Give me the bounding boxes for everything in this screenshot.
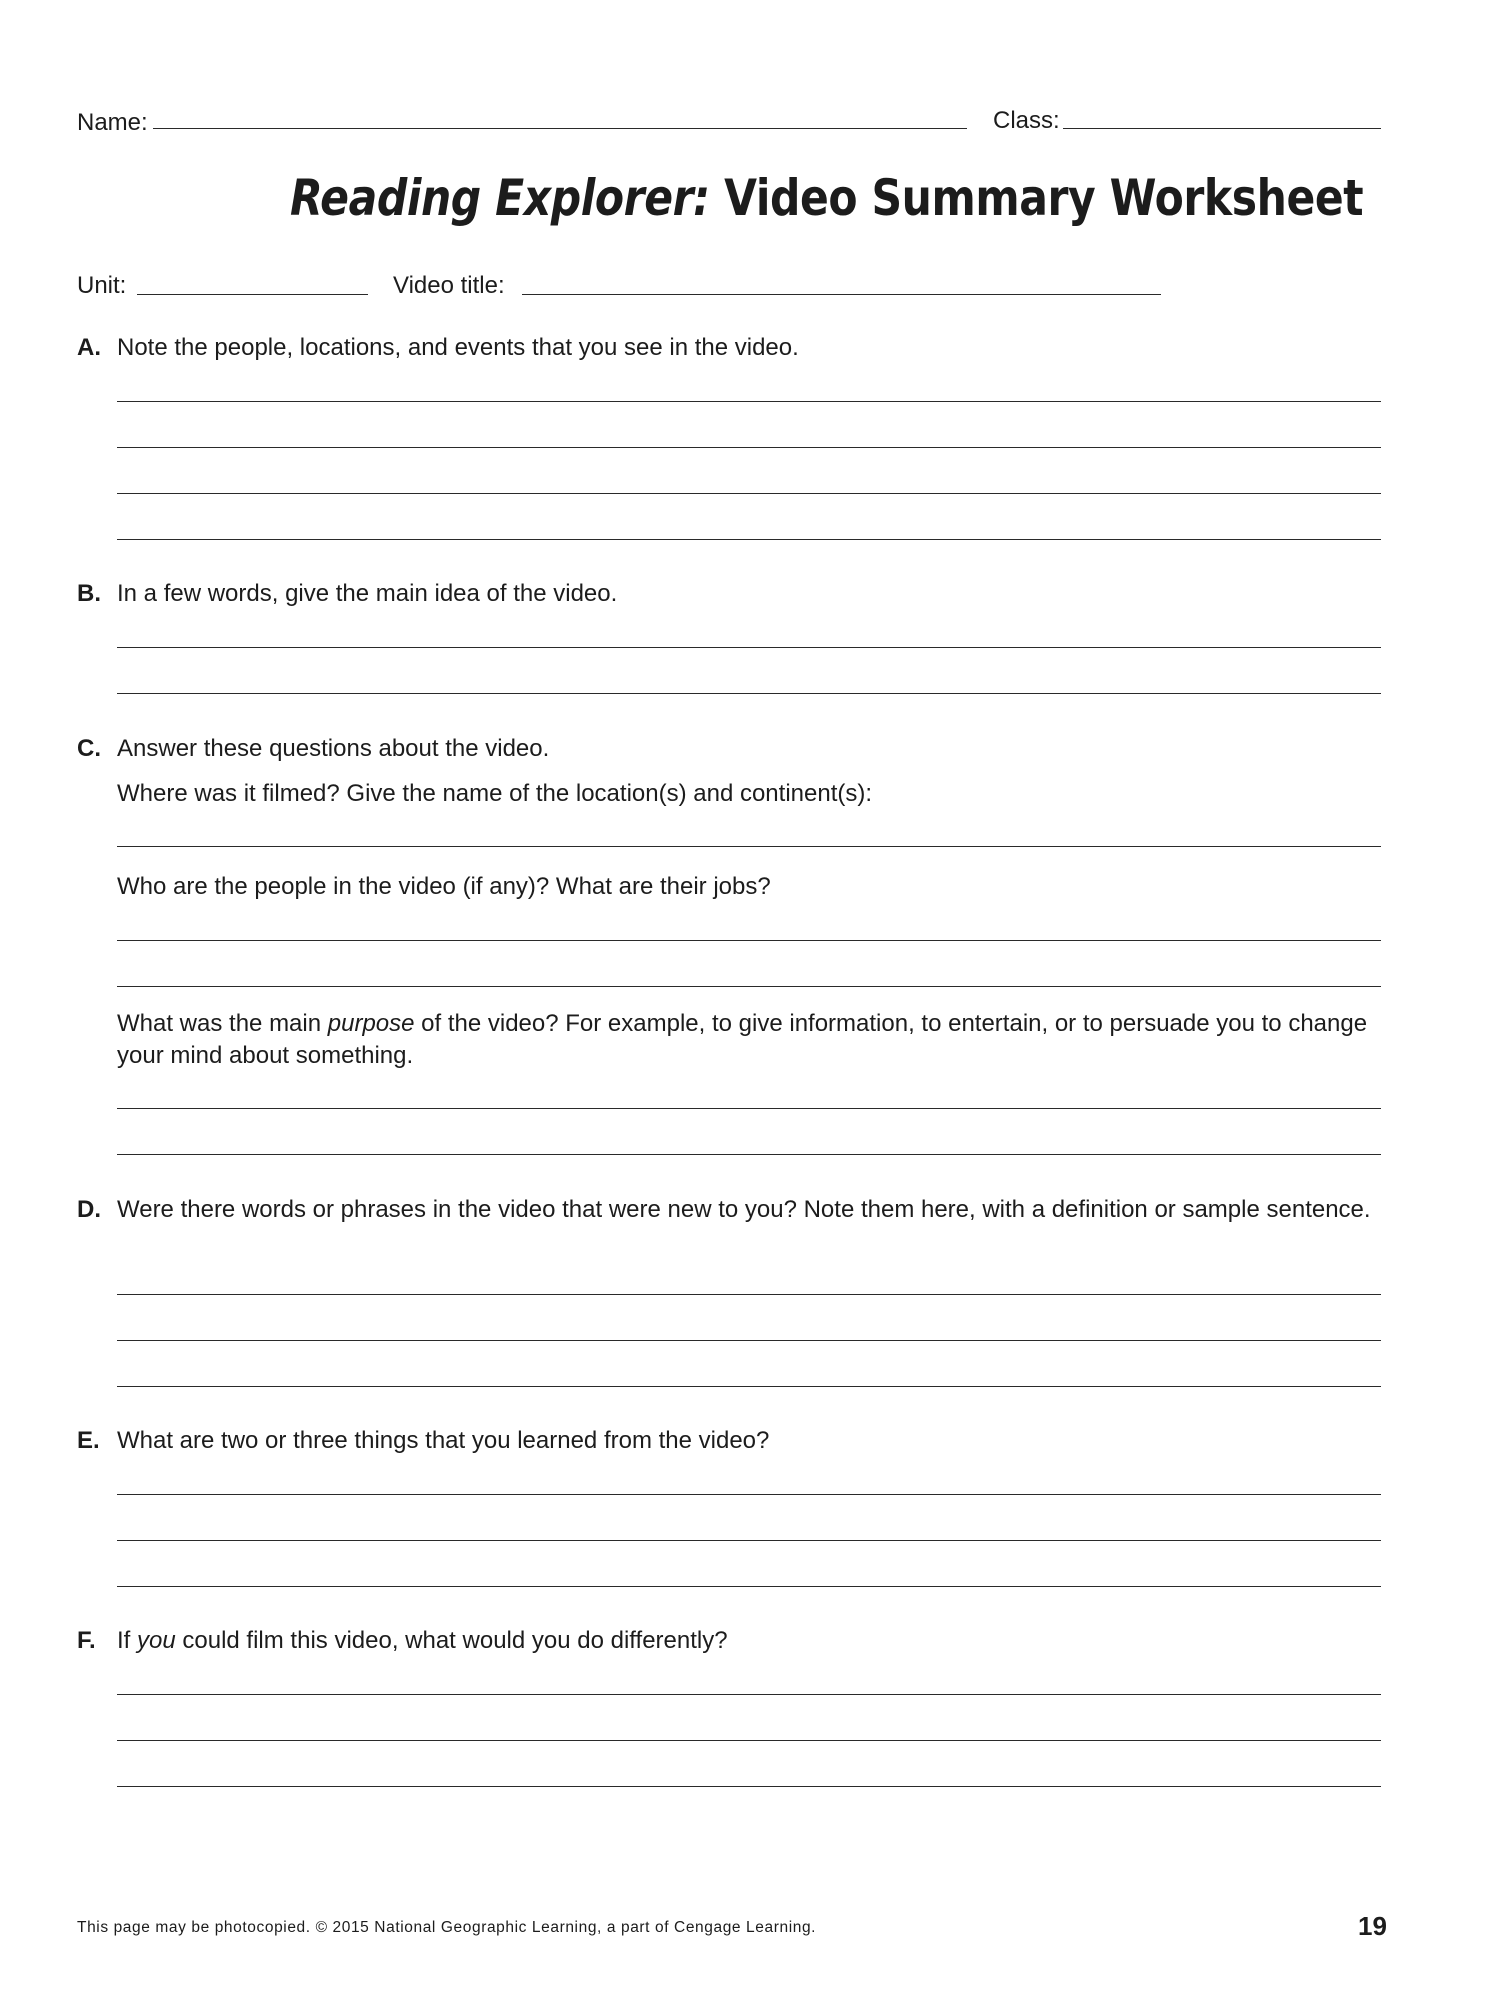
section-f-answer-line-2[interactable] xyxy=(117,1740,1381,1741)
section-e-answer-line-3[interactable] xyxy=(117,1586,1381,1587)
section-d-prompt: Were there words or phrases in the video that were new to you? Note them here, with a definition or sample sentence. xyxy=(117,1196,1371,1223)
section-b-letter: B. xyxy=(77,580,101,607)
section-f-answer-line-3[interactable] xyxy=(117,1786,1381,1787)
section-e-answer-line-2[interactable] xyxy=(117,1540,1381,1541)
page-number: 19 xyxy=(1358,1911,1387,1941)
section-a-letter: A. xyxy=(77,334,101,361)
section-f-emphasis: you xyxy=(137,1627,176,1654)
section-f-answer-line-1[interactable] xyxy=(117,1694,1381,1695)
section-e-prompt: What are two or three things that you learned from the video? xyxy=(117,1427,770,1454)
section-d-answer-line-2[interactable] xyxy=(117,1340,1381,1341)
section-f-text-after: could film this video, what would you do differently? xyxy=(175,1627,728,1654)
section-e-letter: E. xyxy=(77,1427,100,1454)
purpose-emphasis: purpose xyxy=(327,1010,415,1037)
unit-field[interactable] xyxy=(137,294,368,295)
section-d-answer-line-1[interactable] xyxy=(117,1294,1381,1295)
section-c-question-people: Who are the people in the video (if any)? What are their jobs? xyxy=(117,873,771,900)
section-a-answer-line-1[interactable] xyxy=(117,401,1381,402)
name-label: Name: xyxy=(77,109,148,136)
name-field[interactable] xyxy=(153,128,967,129)
page-title xyxy=(290,168,1363,228)
section-a-answer-line-3[interactable] xyxy=(117,493,1381,494)
class-label: Class: xyxy=(993,107,1060,134)
section-b-answer-line-2[interactable] xyxy=(117,693,1381,694)
section-c-location-answer-line[interactable] xyxy=(117,846,1381,847)
section-b-prompt: In a few words, give the main idea of the video. xyxy=(117,580,618,607)
section-c-purpose-answer-line-2[interactable] xyxy=(117,1154,1381,1155)
footer-copyright: This page may be photocopied. © 2015 National Geographic Learning, a part of Cengage Learning. xyxy=(77,1919,817,1936)
section-c-purpose-answer-line-1[interactable] xyxy=(117,1108,1381,1109)
purpose-text-after: of the video? For example, to give information, to entertain, or to persuade you to change your mind about something. xyxy=(117,1010,1368,1069)
section-b-answer-line-1[interactable] xyxy=(117,647,1381,648)
section-c-letter: C. xyxy=(77,735,101,762)
section-c-question-purpose xyxy=(117,1008,1381,1072)
class-field[interactable] xyxy=(1063,128,1381,129)
purpose-text-before: What was the main xyxy=(117,1010,328,1037)
video-title-field[interactable] xyxy=(522,294,1161,295)
section-e-answer-line-1[interactable] xyxy=(117,1494,1381,1495)
section-d-answer-line-3[interactable] xyxy=(117,1386,1381,1387)
title-main: Video Summary Worksheet xyxy=(709,169,1364,227)
section-a-prompt: Note the people, locations, and events that you see in the video. xyxy=(117,334,799,361)
section-a-answer-line-4[interactable] xyxy=(117,539,1381,540)
video-title-label: Video title: xyxy=(393,272,505,299)
section-c-people-answer-line-1[interactable] xyxy=(117,940,1381,941)
section-a-answer-line-2[interactable] xyxy=(117,447,1381,448)
section-f-letter: F. xyxy=(77,1627,96,1654)
section-c-question-location: Where was it filmed? Give the name of the location(s) and continent(s): xyxy=(117,780,873,807)
unit-label: Unit: xyxy=(77,272,127,299)
section-d-letter: D. xyxy=(77,1196,101,1223)
section-f-prompt xyxy=(117,1625,728,1657)
section-c-prompt: Answer these questions about the video. xyxy=(117,735,550,762)
section-c-people-answer-line-2[interactable] xyxy=(117,986,1381,987)
section-f-text-before: If xyxy=(117,1627,138,1654)
title-series: Reading Explorer: xyxy=(290,169,710,227)
